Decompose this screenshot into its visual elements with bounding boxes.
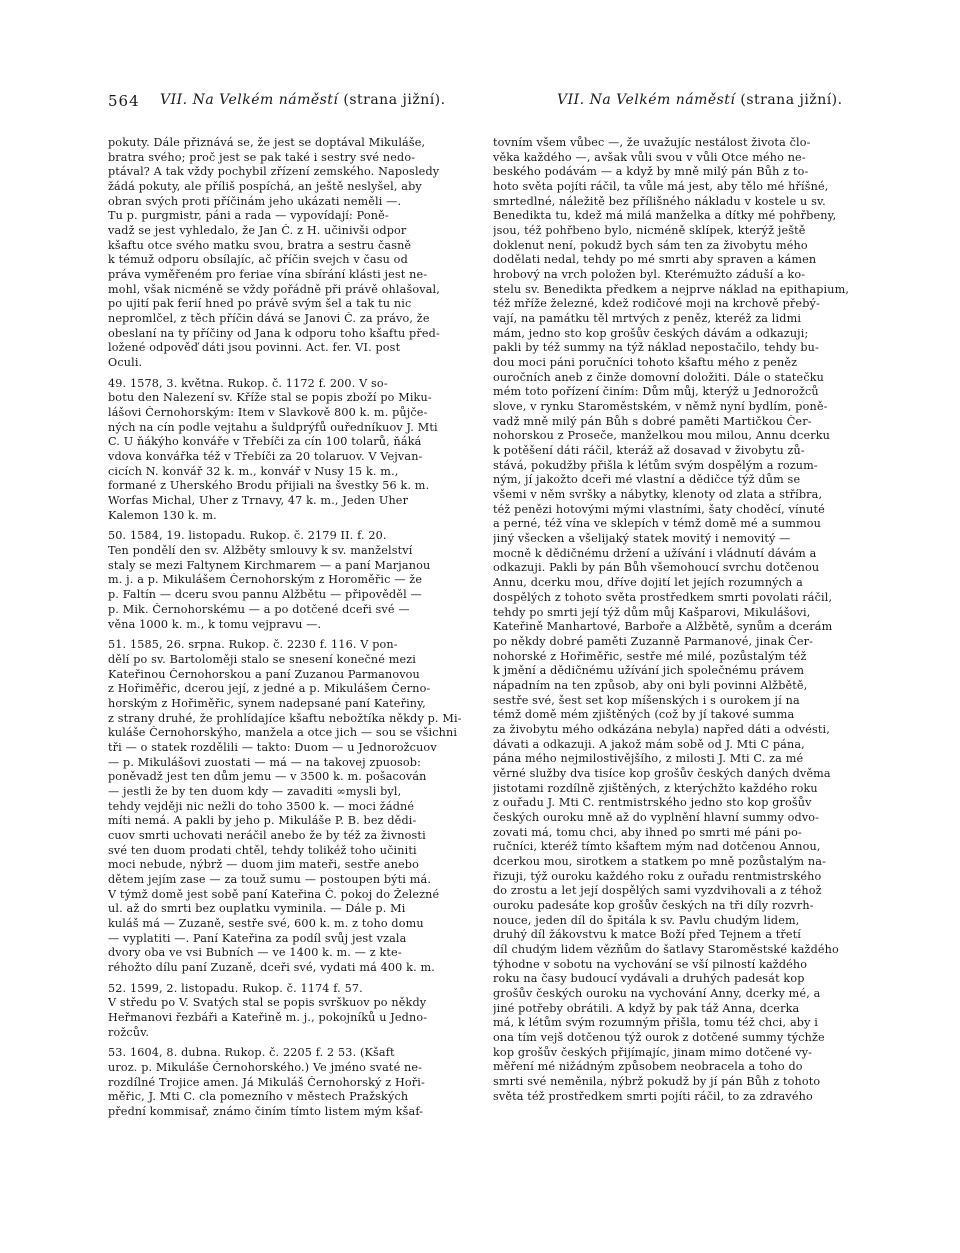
text-line: slove, v rynku Staroměstském, v němž nyní bydlím, poně- [493, 400, 828, 414]
text-line: uroz. p. Mikuláše Černohorského.) Ve jméno svaté ne- [108, 1060, 423, 1074]
text-line: ona tím vejš dotčenou týž ourok z dotčené summy týchže [493, 1030, 825, 1044]
text-line: p. Faltín — dceru svou pannu Alžbětu — připověděl — [108, 588, 422, 602]
text-line: věna 1000 k. m., k tomu vejpravu —. [108, 617, 322, 631]
text-line: nohorskou z Proseče, manželkou mou milou, Annu dcerku [493, 429, 831, 443]
text-line: — p. Mikulášovi zuostati — má — na takovej zpuosob: [108, 755, 422, 769]
text-line: 51. 1585, 26. srpna. Rukop. č. 2230 f. 116. V pon- [108, 638, 398, 652]
text-line: jiný všecken a všelijaký statek movitý i nemovitý — [493, 532, 791, 546]
text-line: doklenut není, pokudž bych sám ten za živobytu mého [493, 238, 808, 252]
text-line: réhožto dílu paní Zuzaně, dceři své, vydati má 400 k. m. [108, 960, 435, 974]
running-title-right-italic: VII. Na Velkém náměstí [557, 92, 736, 108]
text-line: po někdy dobré paměti Zuzanně Parmanové, jinak Čer- [493, 634, 814, 648]
text-line: míti nemá. A pakli by jeho p. Mikuláše P. B. bez dědi- [108, 814, 417, 828]
text-line: Heřmanovi řezbáři a Kateřině m. j., pokojníků u Jedno- [108, 1010, 428, 1024]
running-title-right [557, 92, 843, 108]
page-number: 564 [108, 92, 140, 110]
text-line: mém toto pořízení činím: Dům můj, kterýž u Jednorožců [493, 385, 819, 399]
text-line: V středu po V. Svatých stal se popis svrškuov po někdy [108, 996, 427, 1010]
running-title-left-italic: VII. Na Velkém náměstí [160, 92, 339, 108]
text-line: pakli by též summy na týž náklad nepostačilo, tehdy bu- [493, 341, 819, 355]
text-line: mocně k dědičnému držení a užívání i vládnutí dávám a [493, 546, 817, 560]
text-line: formané z Uherského Brodu přijiali na švestky 56 k. m. [108, 479, 430, 493]
text-line: též penězi hotovými mými vlastními, šaty choděcí, vínuté [493, 502, 825, 516]
text-line: staly se mezi Faltynem Kirchmarem — a paní Marjanou [108, 558, 431, 572]
text-line: tovním všem vůbec —, že uvažujíc nestálost života člo- [493, 136, 811, 149]
text-line: ných na cín podle vejtahu a šuldprýfů ouředníkuov J. Mti [108, 420, 438, 434]
text-line: nepromlčel, z těch příčin dává se Janovi Č. za právo, že [108, 312, 430, 326]
text-line: za živobytu mého odkázána nebyla) napřed dáti a odvésti, [493, 722, 830, 736]
text-line: a perné, též vína ve sklepích v témž domě mé a summou [493, 517, 821, 531]
text-line: zovati má, tomu chci, aby ihned po smrti mé páni po- [493, 825, 802, 839]
text-line: lášovi Černohorským: Item v Slavkově 800 k. m. půjče- [108, 406, 428, 420]
text-line: ul. až do smrti bez ouplatku vyminila. — Dále p. Mi [108, 902, 406, 916]
text-line: ručníci, kteréž tímto kšaftem mým nad dotčenou Annou, [493, 840, 821, 854]
text-line: m. j. a p. Mikulášem Černohorským z Horoměřic — že [108, 573, 423, 587]
left-text-column [108, 136, 475, 1120]
text-line: pokuty. Dále přiznává se, že jest se doptával Mikuláše, [108, 136, 426, 149]
text-line: díl chudým lidem vězňům do šatlavy Staroměstské každého [493, 942, 839, 956]
text-line: grošův českých ouroku na vychování Anny, dcerky mé, a [493, 986, 821, 1000]
text-line: vadž se jest vyhledalo, že Jan Č. z H. učinivši odpor [108, 224, 407, 238]
text-line: 52. 1599, 2. listopadu. Rukop. č. 1174 f. 57. [108, 981, 363, 995]
text-line: mohl, však nicméně se vždy pořádně při právě ohlašoval, [108, 282, 440, 296]
text-line: beského podávám — a když by mně milý pán Bůh z to- [493, 165, 809, 179]
text-line: dospělých z tohoto světa prostředkem smrti povolati ráčil, [493, 590, 833, 604]
text-line: nápadním na ten způsob, aby oni byli povinni Alžbětě, [493, 678, 808, 692]
text-line: přední kommisař, známo činím tímto listem mým kšaf- [108, 1105, 424, 1118]
text-line: dou moci páni poručníci tohoto kšaftu mého z peněz [493, 356, 798, 370]
text-line: má, k létům svým rozumným přišla, tomu též chci, aby i [493, 1016, 818, 1030]
text-line: tehdy po smrti její týž dům můj Kašparovi, Mikulášovi, [493, 605, 811, 619]
text-line: práva vyměřeném pro feriae vína sbírání klásti jest ne- [108, 268, 428, 282]
text-line: Kateřinou Černohorskou a paní Zuzanou Parmanovou [108, 667, 420, 681]
text-line: smrti své neměnila, nýbrž pokudž by jí pán Bůh z tohoto [493, 1075, 821, 1088]
text-line: Benedikta tu, kdež má milá manželka a dítky mé pohřbeny, [493, 209, 837, 223]
text-line: českých ouroku mně až do vyplnění hlavní summy odvo- [493, 810, 820, 824]
text-line: jiné potřeby obrátili. A když by pak táž Anna, dcerka [493, 1001, 800, 1015]
page-header [108, 92, 858, 116]
text-line: Ten pondělí den sv. Alžběty smlouvy k sv. manželství [108, 544, 413, 558]
text-line: jsou, též pohřbeno bylo, nicméně sklípek, kterýž ještě [493, 224, 806, 238]
text-line: z Hořiměřic, dcerou její, z jedné a p. Mikulášem Černo- [108, 682, 431, 696]
text-line: 53. 1604, 8. dubna. Rukop. č. 2205 f. 2 53. (Kšaft [108, 1046, 395, 1060]
text-line: horským z Hořiměřic, synem nadepsané paní Kateřiny, [108, 696, 426, 710]
text-line: obran svých proti příčinám jeho ukázati neměli —. [108, 194, 402, 208]
text-line: rozdílné Trojice amen. Já Mikuláš Černohorský z Hoři- [108, 1075, 425, 1089]
text-line: do zrostu a let její dospělých sami vyzdvihovali a z téhož [493, 884, 822, 898]
text-line: vají, na památku těl mrtvých z peněz, kteréž za lidmi [493, 312, 802, 326]
text-line: měření mé nižádným způsobem neobracela a toho do [493, 1060, 803, 1074]
text-line: věrné služby dva tisíce kop grošův českých daných dvěma [493, 766, 831, 780]
text-line: z ouřadu J. Mti C. rentmistrského jedno sto kop grošův [493, 796, 812, 810]
text-line: dětem jejím zase — za touž sumu — postoupen býti má. [108, 872, 432, 886]
text-line: Worfas Michal, Uher z Trnavy, 47 k. m., Jeden Uher [108, 494, 409, 508]
text-line: stelu sv. Benedikta předkem a nejprve náklad na epithapium, [493, 282, 850, 296]
text-line: témž domě mém zjištěných (což by jí takové summa [493, 708, 795, 722]
text-line: odkazuji. Pakli by pán Bůh všemohoucí svrchu dotčenou [493, 561, 820, 575]
text-line: hrobový na vrch položen byl. Kterémužto záduší a ko- [493, 268, 806, 282]
text-line: C. U ňákýho konváře v Třebíči za cín 100 tolarů, ňáká [108, 435, 422, 449]
text-line: ným, jí jakožto dceři mé vlastní a dědičce týž dům se [493, 473, 801, 487]
text-line: řizuji, týž ouroku každého roku z ouřadu rentmistrského [493, 869, 822, 883]
text-line: moci nebude, nýbrž — duom jim mateři, sestře anebo [108, 858, 419, 872]
text-line: Kalemon 130 k. m. [108, 508, 217, 522]
text-line: též mříže železné, kdež rodičové moji na krchově přebý- [493, 297, 820, 311]
text-line: všemi v něm svršky a nábytky, klenoty od zlata a stříbra, [493, 488, 823, 502]
text-line: Kateřině Manhartové, Barboře a Alžbětě, synům a dcerám [493, 620, 833, 634]
text-line: nouce, jeden díl do špitála k sv. Pavlu chudým lidem, [493, 913, 800, 927]
text-line: po ujití pak ferií hned po právě svým šel a tak tu nic [108, 297, 412, 311]
text-line: dcerkou mou, sirotkem a statkem po mně pozůstalým na- [493, 854, 827, 868]
text-line: p. Mik. Černohorskému — a po dotčené dceři své — [108, 602, 410, 616]
text-line: mám, jedno sto kop grošův českých dávám a odkazuji; [493, 326, 809, 340]
running-title-left [160, 92, 446, 108]
text-line: Oculi. [108, 356, 143, 370]
text-line: bratra svého; proč jest se pak také i sestry své nedo- [108, 150, 416, 164]
text-line: vadž mně milý pán Bůh s dobré paměti Martičkou Čer- [493, 414, 812, 428]
text-line: obeslaní na ty příčiny od Jana k odporu toho kšaftu před- [108, 326, 440, 340]
text-line: cuov smrti uchovati neráčil anebo že by též za živnosti [108, 828, 426, 842]
text-line: rožcův. [108, 1025, 150, 1039]
text-line: ložené odpověď dáti jsou povinni. Act. fer. VI. post [108, 341, 401, 355]
text-line: Tu p. purgmistr, páni a rada — vypovídají: Poně- [108, 209, 389, 223]
text-line: k jmění a dědičnému užívání jich společnému právem [493, 664, 805, 678]
text-line: kuláš má — Zuzaně, sestře své, 600 k. m. z toho domu [108, 916, 424, 930]
text-line: V týmž domě jest sobě paní Kateřina Č. pokoj do Železné [108, 887, 440, 901]
text-line: týhodne v sobotu na vychování se vší pilností každého [493, 957, 808, 971]
text-line: nohorské z Hořiměřic, sestře mé milé, pozůstalým též [493, 649, 807, 663]
text-line: k témuž odporu obsílajíc, ač příčin svejch v času od [108, 253, 408, 267]
text-line: — vyplatiti —. Paní Kateřina za podíl svůj jest vzala [108, 931, 407, 945]
text-line: 50. 1584, 19. listopadu. Rukop. č. 2179 II. f. 20. [108, 529, 387, 543]
running-title-right-rest: (strana jižní). [735, 92, 843, 108]
text-line: roku na časy budoucí vydávali a druhých padesát kop [493, 972, 805, 986]
text-line: smrtedlné, náležitě bez přílišného nákladu v kostele u sv. [493, 194, 826, 208]
text-line: jistotami rozdílně zjištěných, z kterýchžto každého roku [493, 781, 818, 795]
text-line: botu den Nalezení sv. Kříže stal se popis zboží po Miku- [108, 391, 432, 405]
text-line: dělí po sv. Bartoloměji stalo se snesení konečné mezi [108, 652, 417, 666]
text-line: 49. 1578, 3. května. Rukop. č. 1172 f. 200. V so- [108, 376, 388, 390]
text-line: sestře své, šest set kop míšenských i s ourokem jí na [493, 693, 800, 707]
text-line: žádá pokuty, ale příliš pospíchá, an ještě neslyšel, aby [108, 180, 422, 194]
text-line: měřic, J. Mti C. cla pomezního v městech Pražských [108, 1090, 409, 1104]
text-line: věka každého —, avšak vůli svou v vůli Otce mého ne- [493, 150, 806, 164]
text-line: druhý díl žákovstvu k matce Boží před Tejnem a třetí [493, 928, 802, 942]
text-line: — jestli že by ten duom kdy — zavaditi ∞mysli byl, [108, 784, 402, 798]
text-line: hoto světa pojíti ráčil, ta vůle má jest, aby tělo mé hříšné, [493, 180, 829, 194]
running-title-left-rest: (strana jižní). [338, 92, 446, 108]
text-line: kuláše Černohorskýho, manžela a otce jich — sou se všichni [108, 726, 458, 740]
text-line: dodělati nedal, tehdy po mé smrti aby spraven a kámen [493, 253, 817, 267]
text-line: kšaftu otce svého matku svou, bratra a sestru časně [108, 238, 412, 252]
text-line: stává, pokudžby přišla k létům svým dospělým a rozum- [493, 458, 818, 472]
text-line: tři — o statek rozdělili — takto: Duom — u Jednorožcuov [108, 740, 437, 754]
text-line: kop grošův českých přijímajíc, jinam mimo dotčené vy- [493, 1045, 813, 1059]
text-line: k potěšení dáti ráčil, kteráž až dosavad v živobytu zů- [493, 444, 805, 458]
text-line: Annu, dcerku mou, dříve dojití let jejích rozumných a [493, 576, 803, 590]
right-text-column [493, 136, 860, 1104]
text-line: své ten duom prodati chtěl, tehdy tolikéž toho učiniti [108, 843, 417, 857]
text-line: ptával? A tak vždy pochybil zřízení zemského. Naposledy [108, 165, 440, 179]
text-line: z strany druhé, že prohlídajíce kšaftu nebožtíka někdy p. Mi- [108, 711, 462, 725]
text-line: vdova konvářka též v Třebíči za 20 tolaruov. V Vejvan- [108, 450, 423, 464]
text-line: cicích N. konvář 32 k. m., konvář v Nusy 15 k. m., [108, 464, 399, 478]
text-line: světa též prostředkem smrti pojíti ráčil, to za zdravého [493, 1089, 813, 1103]
text-line: pána mého nejmilostivějšího, z milosti J. Mti C. za mé [493, 752, 804, 766]
text-line: ouročních aneb z činže domovní doložiti. Dále o statečku [493, 370, 825, 384]
text-line: dávati a odkazuji. A jakož mám sobě od J. Mti C pána, [493, 737, 805, 751]
text-line: dvory oba ve vsi Bubních — ve 1400 k. m. — z kte- [108, 946, 402, 960]
text-line: tehdy vejději nic nežli do toho 3500 k. — moci žádné [108, 799, 415, 813]
text-line: ouroku padesáte kop grošův českých na tři díly rozvrh- [493, 898, 814, 912]
text-line: poněvadž jest ten dům jemu — v 3500 k. m. pošacován [108, 770, 427, 784]
